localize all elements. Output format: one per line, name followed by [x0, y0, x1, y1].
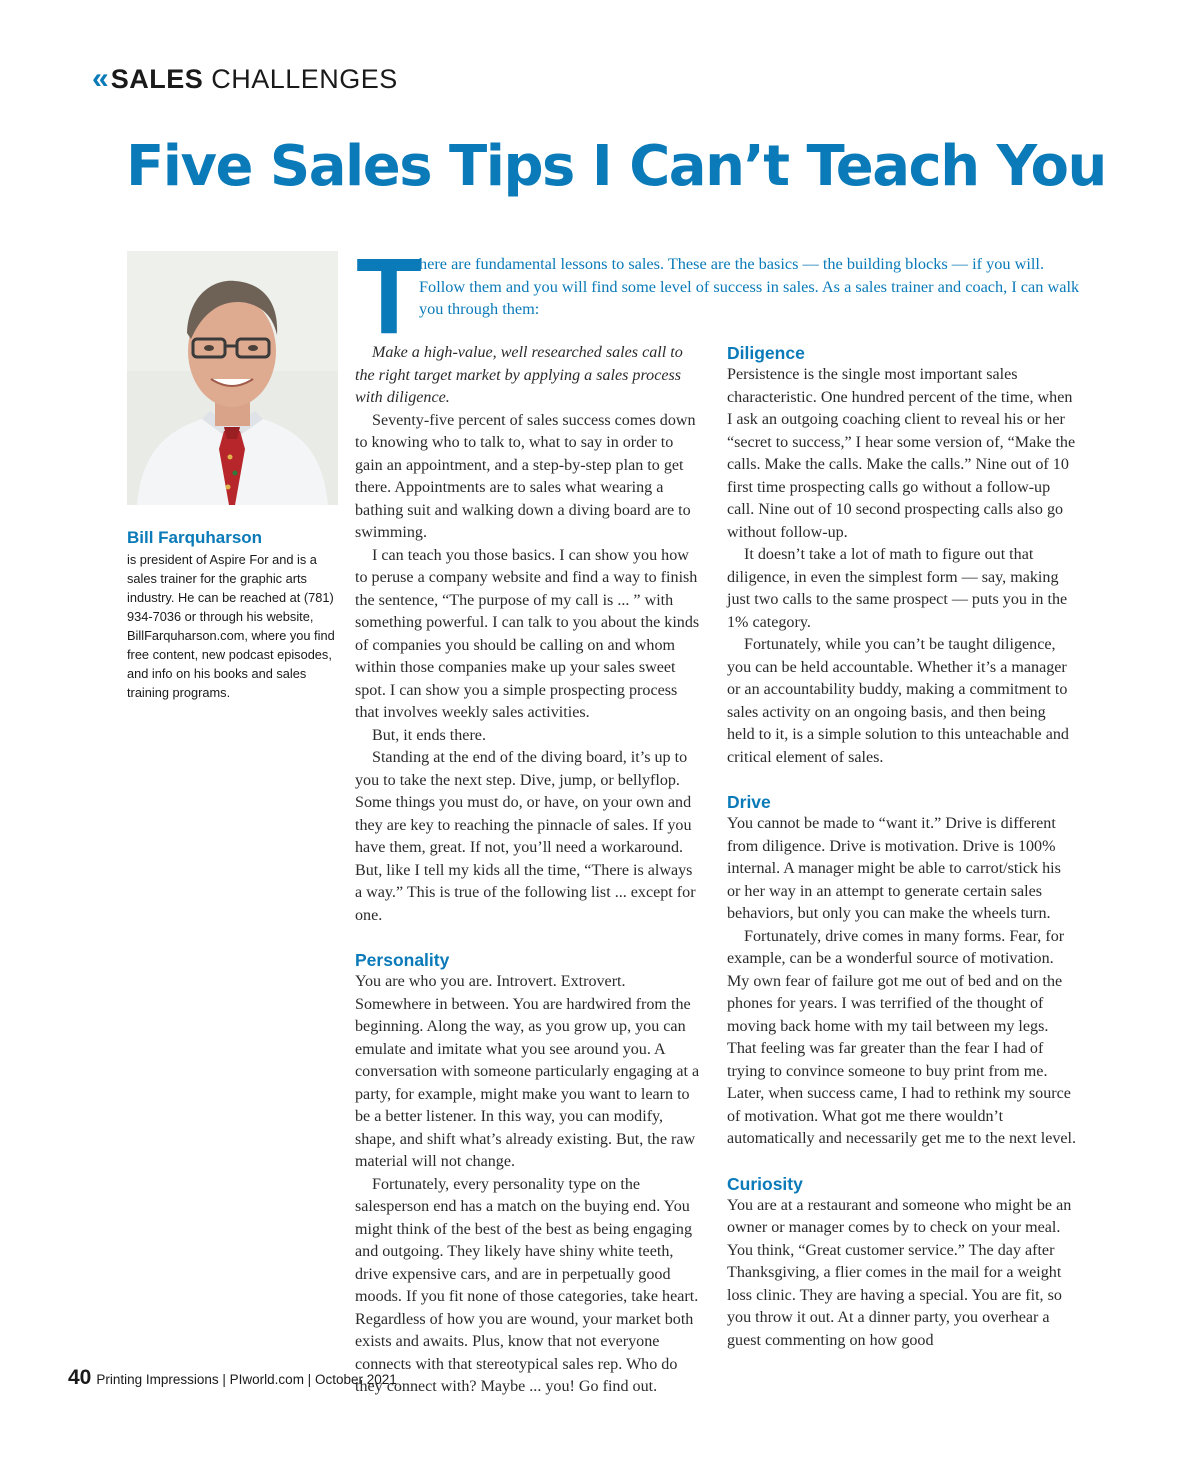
article-headline: Five Sales Tips I Can’t Teach You	[126, 134, 1106, 199]
section-tag-rest: CHALLENGES	[211, 63, 398, 94]
section-tag-bold: SALES	[110, 63, 204, 94]
paragraph: You cannot be made to “want it.” Drive is different from diligence. Drive is motivation. Drive is 100% internal. A manager might be able to carrot/stick his or her way in an attempt to generate certain sales behaviors, but only you can make the wheels turn.	[727, 815, 1061, 922]
subhead-personality: Personality	[355, 950, 450, 970]
page-number: 40	[68, 1366, 92, 1389]
author-name: Bill Farquharson	[127, 528, 263, 547]
paragraph: Make a high-value, well researched sales call to the right target market by applying a sales process with diligence.	[355, 344, 683, 406]
paragraph: Seventy-five percent of sales success comes down to knowing who to talk to, what to say in order to gain an appointment, and a step-by-step plan to get there. Appointments are to sales what wearing a bathing suit and walking down a diving board are to swimming.	[355, 411, 696, 541]
author-bio: is president of Aspire For and is a sales trainer for the graphic arts industry. He can be reached at (781) 934-7036 or through his website, BillFarquharson.com, where you find free content, new podcast episodes, and info on his books and sales training programs.	[127, 552, 335, 700]
article-column-right	[727, 342, 1077, 1352]
double-chevron-left-icon: «	[92, 62, 103, 95]
footer-text: Printing Impressions | PIworld.com | October 2021	[96, 1372, 397, 1387]
intro-paragraph: here are fundamental lessons to sales. These are the basics — the building blocks — if you will. Follow them and you will find some level of success in sales. As a sales trainer and coach, I can walk you through them:	[419, 254, 1080, 318]
paragraph: But, it ends there.	[372, 726, 486, 744]
paragraph: Fortunately, while you can’t be taught diligence, you can be held accountable. Whether it’s a manager or an accountability buddy, making a commitment to sales activity on an ongoing basis, and then being held to it, is a simple solution to this unteachable and critical element of sales.	[727, 636, 1069, 766]
paragraph: Persistence is the single most important sales characteristic. One hundred percent of the time, when I ask an outgoing coaching client to reveal his or her “secret to success,” I hear some version of, “Make the calls. Make the calls. Make the calls.” Nine out of 10 first time prospecting calls go without a follow-up call. Nine out of 10 second prospecting calls also go without follow-up.	[727, 366, 1076, 541]
paragraph: I can teach you those basics. I can show you how to peruse a company website and find a way to finish the sentence, “The purpose of my call is ... ” with something powerful. I can talk to you about the kinds of companies you should be calling on and whom within those companies make up your sales sweet spot. I can show you a simple prospecting process that involves weekly sales activities.	[355, 546, 700, 721]
paragraph: It doesn’t take a lot of math to figure out that diligence, in even the simplest form — say, making just two calls to the same prospect — puts you in the 1% category.	[727, 546, 1068, 631]
subhead-curiosity: Curiosity	[727, 1173, 803, 1194]
article-column-middle	[355, 342, 700, 1399]
subhead-drive: Drive	[727, 792, 771, 812]
subhead-diligence: Diligence	[727, 343, 805, 363]
paragraph: Fortunately, drive comes in many forms. Fear, for example, can be a wonderful source of motivation. My own fear of failure got me out of bed and on the phones for years. I was terrified of the thought of moving back home with my tail between my legs. That feeling was far greater than the fear I had of trying to convince someone to buy print from me. Later, when success came, I had to rethink my source of motivation. What got me there wouldn’t automatically and necessarily get me to the next level.	[727, 927, 1077, 1147]
paragraph: You are at a restaurant and someone who might be an owner or manager comes by to check on your meal. You think, “Great customer service.” The day after Thanksgiving, a flier comes in the mail for a weight loss clinic. They are having a special. You are fit, so you throw it out. At a dinner party, you overhear a guest commenting on how good	[727, 1196, 1072, 1349]
paragraph: Fortunately, every personality type on the salesperson end has a match on the buying end. You might think of the best of the best as being engaging and outgoing. They likely have shiny white teeth, drive expensive cars, and are in perpetually good moods. If you fit none of those categories, take heart. Regardless of how you are wound, your market both exists and awaits. Plus, know that not everyone connects with that stereotypical sales rep. Who do they connect with? Maybe ... you! Go find out.	[355, 1175, 699, 1395]
page-footer	[68, 1366, 397, 1390]
author-photo	[127, 251, 338, 505]
section-tag	[92, 62, 398, 96]
paragraph: You are who you are. Introvert. Extrovert. Somewhere in between. You are hardwired from the beginning. Along the way, as you grow up, you can emulate and imitate what you see around you. A conversation with someone particularly engaging at a party, for example, might make you want to learn to be a better listener. In this way, you can modify, shape, and shift what’s already existing. But, the raw material will not change.	[355, 973, 700, 1170]
paragraph: Standing at the end of the diving board, it’s up to you to take the next step. Dive, jump, or bellyflop. Some things you must do, or have, on your own and they are key to reaching the pinnacle of sales. If you have them, great. If not, you’ll need a workaround. But, like I tell my kids all the time, “There is always a way.” This is true of the following list ... except for one.	[355, 749, 696, 924]
drop-cap: T	[356, 235, 422, 356]
